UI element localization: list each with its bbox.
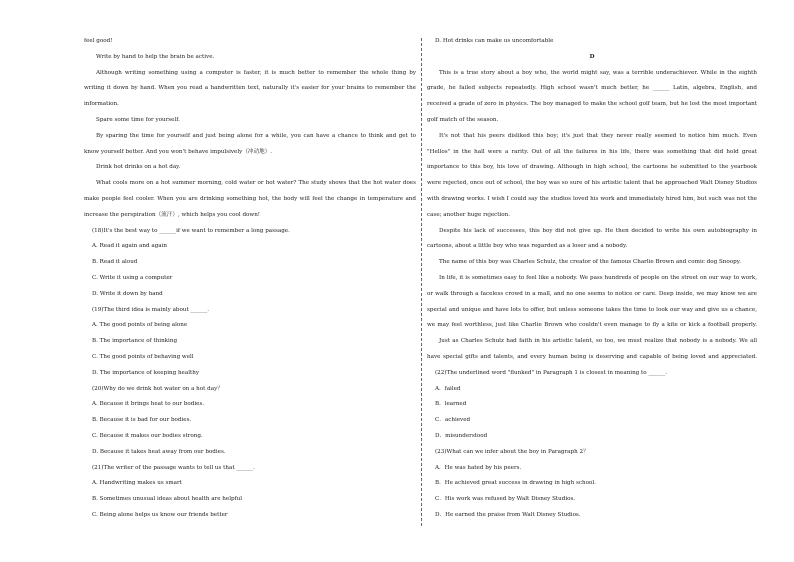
column-divider — [421, 38, 422, 526]
left-text-line: B. Read it aloud — [92, 259, 138, 266]
right-text-line: or walk through a faceless crowd in a mall, and no one seems to notice or care. Deep inside, we may know we are — [427, 290, 757, 297]
left-text-line: C. Write it using a computer — [92, 275, 173, 281]
left-text-line: C. Being alone helps us know our friends better — [92, 512, 228, 518]
left-text-line: Although writing something using a computer is faster, it is much better to remember the whole thing by — [96, 69, 416, 76]
right-text-line: (22)The underlined word "flunked" in Paragraph 1 is closest in meaning to ______. — [435, 369, 667, 376]
right-text-line: we may feel worthless, just like Charlie Brown who couldn't even manage to fly a kite or kick a football properly. — [427, 322, 757, 329]
right-text-line: have special gifts and talents, and every human being is deserving and capable of being loved and appreciated. — [427, 354, 757, 360]
right-text-line: The name of this boy was Charles Schulz, the creator of the famous Charlie Brown and comic dog Snoopy. — [439, 259, 741, 266]
right-text-line: with drawing works. I wish I could say the studios loved his work and immediately hired him, but such was not the — [427, 196, 757, 202]
left-text-line: What cools more on a hot summer morning, cold water or hot water? The study shows that the hot water does — [96, 180, 416, 187]
left-text-line: B. Sometimes unusual ideas about health are helpful — [92, 496, 243, 503]
left-text-line: information. — [84, 101, 119, 108]
right-text-line: D．He earned the praise from Walt Disney Studios. — [435, 512, 581, 518]
right-text-line: cartoons, about a little boy who was regarded as a loser and a nobody. — [427, 243, 628, 250]
left-text-line: By sparing the time for yourself and just being alone for a while, you can have a chance to think and get to — [96, 132, 416, 139]
right-text-line: special and unique and have lots to offer, but unless someone takes the time to look our way and give us a chance, — [427, 306, 757, 313]
right-text-line: D．misunderstood — [435, 433, 488, 439]
left-text-line: B. Because it is bad for our bodies. — [92, 417, 192, 424]
right-text-line: C．His work was refused by Walt Disney Studios. — [435, 496, 576, 503]
left-text-line: D. The importance of keeping healthy — [92, 369, 199, 376]
right-text-line: Just as Charles Schulz had faith in his artistic talent, so too, we must realize that nobody is a nobody. We all — [439, 338, 757, 345]
left-text-line: C. The good points of behaving well — [92, 354, 194, 360]
left-text-line: increase the perspiration（流汗）, which helps you cool down! — [84, 211, 261, 218]
right-text-line: C．achieved — [435, 417, 471, 424]
right-text-line: In life, it is sometimes easy to feel like a nobody. We pass hundreds of people on the street on our way to work, — [439, 275, 757, 281]
left-text-line: writing it down by hand. When you read a handwritten text, naturally it's easier for your brains to remember the — [84, 85, 416, 92]
right-text-line: grade, he failed subjects repeatedly. High school wasn't much better, he ______ Latin, algebra, English, and — [427, 85, 757, 92]
left-text-line: Spare some time for yourself. — [96, 117, 180, 123]
right-text-line: importance to this boy, his love of drawing. Although in high school, the cartoons he submitted to the yearbook — [427, 164, 757, 171]
right-text-line: were rejected, once out of school, the boy was so sure of his artistic talent that he approached Walt Disney Studios — [427, 180, 757, 187]
left-text-line: C. Because it makes our bodies strong. — [92, 433, 203, 439]
left-text-line: A. The good points of being alone — [92, 322, 188, 329]
left-text-line: (21)The writer of the passage wants to tell us that ______. — [92, 464, 255, 471]
right-text-line: Despite his lack of successes, this boy did not give up. He then decided to write his own autobiography in — [439, 227, 757, 234]
right-text-line: golf match of the season. — [427, 117, 499, 123]
right-text-line: case; another huge rejection. — [427, 211, 511, 218]
right-text-line: "Hellos" in the hall were a rarity. Out of all the failures in his life, there was something that did hold great — [427, 148, 757, 155]
right-text-line: received a grade of zero in physics. The boy managed to make the school golf team, but he lost the most important — [427, 101, 757, 108]
right-text-line: B．learned — [435, 401, 467, 408]
right-text-line: D — [589, 53, 595, 60]
left-text-line: D. Write it down by hand — [92, 290, 163, 297]
right-text-line: It's not that his peers disliked this boy; it's just that they never really seemed to notice him much. Even — [439, 132, 757, 139]
left-text-line: feel good! — [84, 38, 113, 44]
right-text-line: A．failed — [435, 385, 461, 392]
right-text-line: D. Hot drinks can make us uncomfortable — [435, 38, 554, 44]
right-text-line: This is a true story about a boy who, the world might say, was a terrible underachiever. While in the eighth — [439, 69, 757, 76]
left-text-line: know yourself better. And you won't behave impulsively（冲动地）. — [84, 148, 273, 155]
left-text-line: A. Read it again and again — [92, 243, 167, 250]
right-text-line: B．He achieved great success in drawing in high school. — [435, 480, 596, 487]
left-text-line: D. Because it takes heat away from our bodies. — [92, 448, 226, 455]
left-text-line: make people feel cooler. When you are drinking something hot, the body will feel the change in temperature and — [84, 196, 416, 202]
left-text-line: A. Handwriting makes us smart — [92, 480, 182, 487]
right-text-line: A．He was hated by his peers. — [435, 464, 522, 471]
right-text-line: (23)What can we infer about the boy in Paragraph 2？ — [435, 448, 589, 455]
left-text-line: (18)It's the best way to ______if we want to remember a long passage. — [92, 227, 290, 234]
left-text-line: B. The importance of thinking — [92, 338, 178, 345]
left-text-line: Drink hot drinks on a hot day. — [96, 164, 181, 171]
left-text-line: Write by hand to help the brain be active. — [96, 53, 215, 60]
left-text-line: (19)The third idea is mainly about ______. — [92, 306, 210, 313]
left-text-line: A. Because it brings heat to our bodies. — [92, 401, 205, 408]
left-text-line: (20)Why do we drink hot water on a hot day？ — [92, 385, 223, 392]
